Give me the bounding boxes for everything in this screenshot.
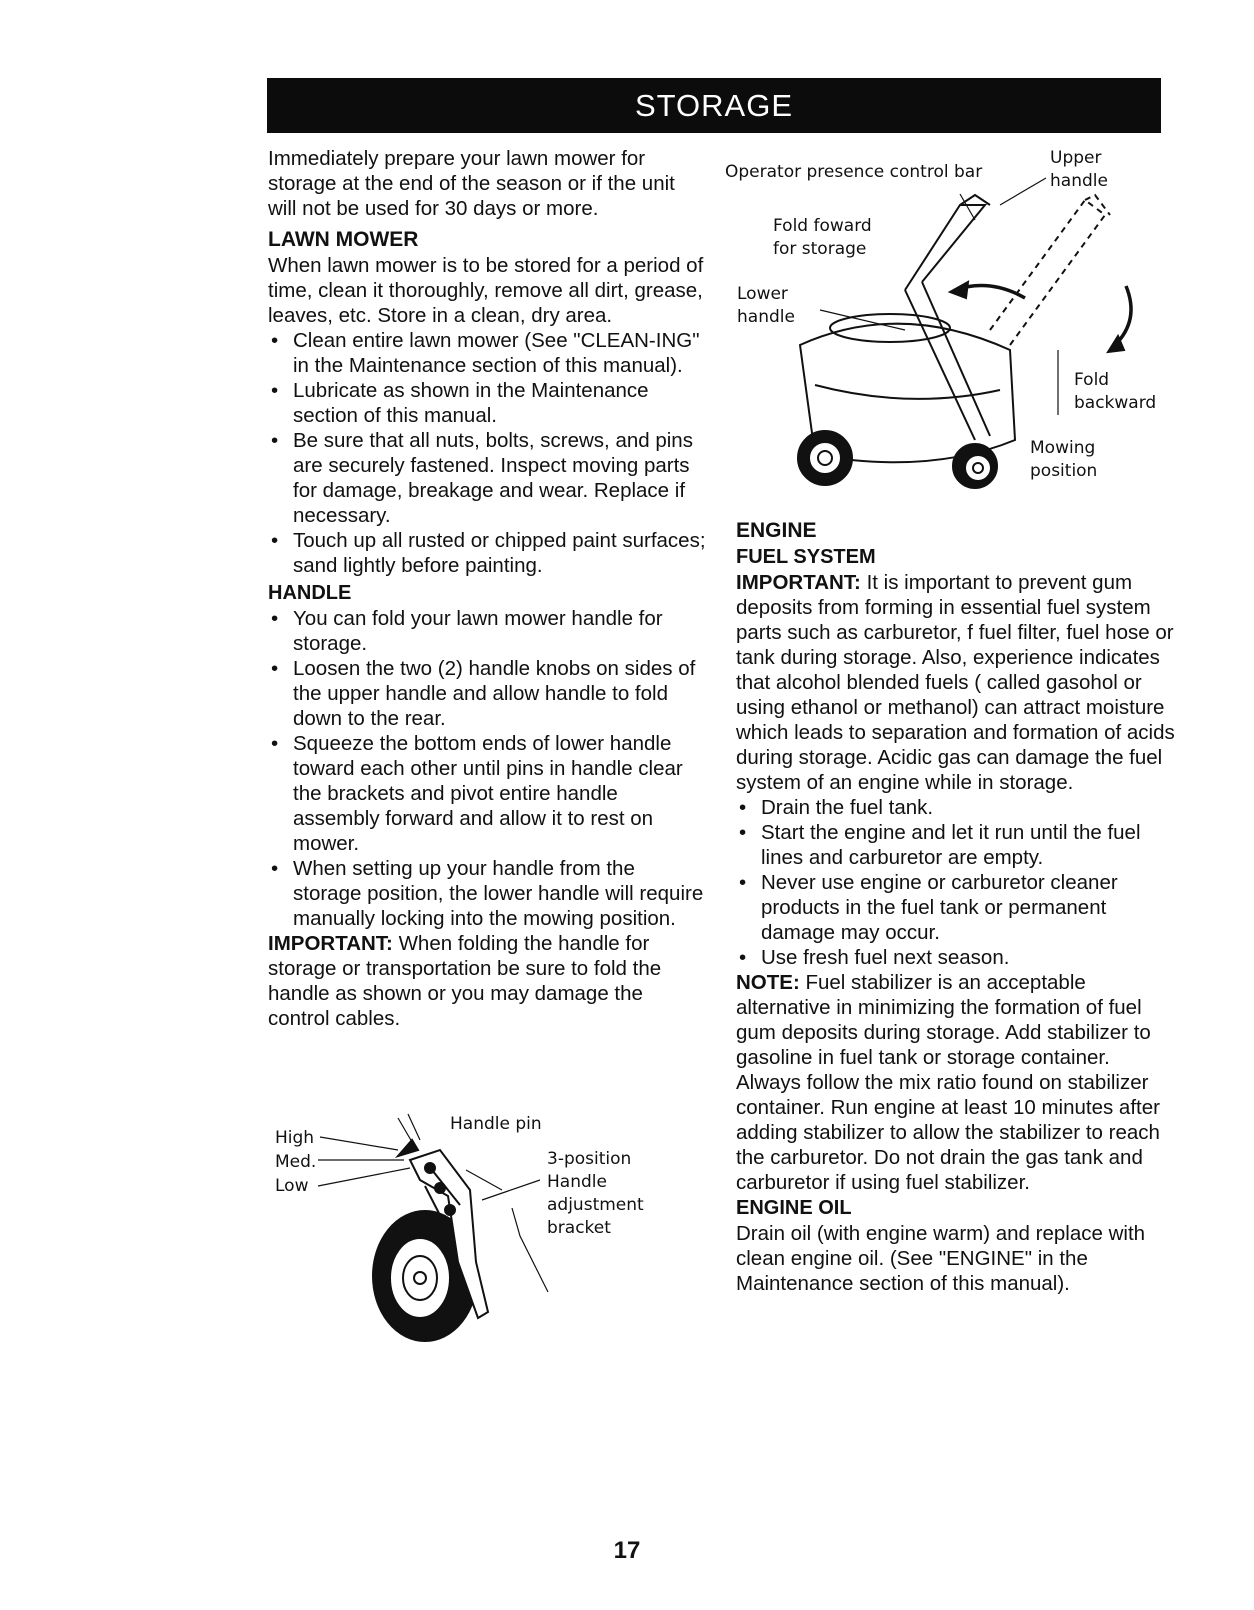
- operator-bar-label: Operator presence control bar: [725, 162, 983, 182]
- handle-list: [268, 606, 708, 931]
- mower-illustration: [0, 0, 1, 1]
- list-item: • Loosen the two (2) handle knobs on sides of the upper handle and allow handle to fold down to the rear.: [268, 656, 708, 731]
- handle-important: [268, 931, 708, 1031]
- fuel-list: [736, 795, 1176, 970]
- list-item: • Squeeze the bottom ends of lower handle toward each other until pins in handle clear the brackets and pivot entire handle assembly forward and allow it to rest on mower.: [268, 731, 708, 856]
- high-label: High: [275, 1128, 315, 1148]
- list-item: • Drain the fuel tank.: [736, 795, 1176, 820]
- list-item: • Be sure that all nuts, bolts, screws, and pins are securely fastened. Inspect moving parts for damage, breakage and wear. Replace if necessary.: [268, 428, 708, 528]
- list-item: • Never use engine or carburetor cleaner products in the fuel tank or permanent damage may occur.: [736, 870, 1176, 945]
- important-text: When folding the handle for storage or transportation be sure to fold the handle as shown or you may damage the control cables.: [268, 932, 662, 1030]
- list-item: • Touch up all rusted or chipped paint surfaces; sand lightly before painting.: [268, 528, 708, 578]
- list-item: • Use fresh fuel next season.: [736, 945, 1176, 970]
- low-label: Low: [275, 1176, 309, 1196]
- page-number: 17: [613, 1537, 641, 1564]
- important-label: IMPORTANT:: [268, 932, 393, 955]
- important-text: It is important to prevent gum deposits from forming in essential fuel system parts such as carburetor, f fuel filter, fuel hose or tank during storage. Also, experience indicates that alcohol blended fuels ( called gasohol or using ethanol or methanol) can attract moisture which leads to separation and formation of acids during storage. Acidic gas can damage the fuel system of an engine while in storage.: [736, 571, 1175, 794]
- fuel-note: [736, 970, 1176, 1195]
- lawn-mower-list: [268, 328, 708, 578]
- handle-pin-label: Handle pin: [450, 1114, 542, 1134]
- engine-heading: ENGINE: [736, 519, 817, 542]
- fuel-important: [736, 570, 1176, 795]
- lawn-mower-heading: LAWN MOWER: [268, 228, 419, 251]
- page-title: STORAGE: [267, 78, 1161, 133]
- fold-forward-label: Fold foward for storage: [773, 216, 872, 259]
- engine-oil-text: Drain oil (with engine warm) and replace with clean engine oil. (See "ENGINE" in the Maintenance section of this manual).: [736, 1222, 1146, 1295]
- right-column: [736, 518, 1176, 1296]
- note-label: NOTE:: [736, 971, 800, 994]
- list-item: • Clean entire lawn mower (See "CLEAN-ING" in the Maintenance section of this manual).: [268, 328, 708, 378]
- list-item: • Start the engine and let it run until the fuel lines and carburetor are empty.: [736, 820, 1176, 870]
- bracket-label: 3-position Handle adjustment bracket: [547, 1149, 644, 1238]
- lawn-mower-text: When lawn mower is to be stored for a period of time, clean it thoroughly, remove all dirt, grease, leaves, etc. Store in a clean, dry area.: [268, 254, 704, 327]
- important-label: IMPORTANT:: [736, 571, 861, 594]
- handle-heading: HANDLE: [268, 582, 352, 604]
- upper-handle-label: Upper handle: [1050, 148, 1108, 191]
- fuel-system-heading: FUEL SYSTEM: [736, 546, 876, 568]
- mowing-position-label: Mowing position: [1030, 438, 1098, 481]
- left-column: [268, 146, 708, 1031]
- intro-paragraph: Immediately prepare your lawn mower for storage at the end of the season or if the unit will not be used for 30 days or more.: [268, 147, 675, 220]
- lower-handle-label: Lower handle: [737, 284, 795, 327]
- list-item: • When setting up your handle from the storage position, the lower handle will require manually locking into the mowing position.: [268, 856, 708, 931]
- list-item: • Lubricate as shown in the Maintenance section of this manual.: [268, 378, 708, 428]
- med-label: Med.: [275, 1152, 317, 1172]
- engine-oil-heading: ENGINE OIL: [736, 1197, 852, 1219]
- note-text: Fuel stabilizer is an acceptable alternative in minimizing the formation of fuel gum deposits during storage. Add stabilizer to gasoline in fuel tank or storage container. Always follow the mix ratio found on stabilizer container. Run engine at least 10 minutes after adding stabilizer to allow the stabilizer to reach the carburetor. Do not drain the gas tank and carburetor if using fuel stabilizer.: [736, 971, 1160, 1194]
- list-item: • You can fold your lawn mower handle for storage.: [268, 606, 708, 656]
- fold-backward-label: Fold backward: [1074, 370, 1157, 413]
